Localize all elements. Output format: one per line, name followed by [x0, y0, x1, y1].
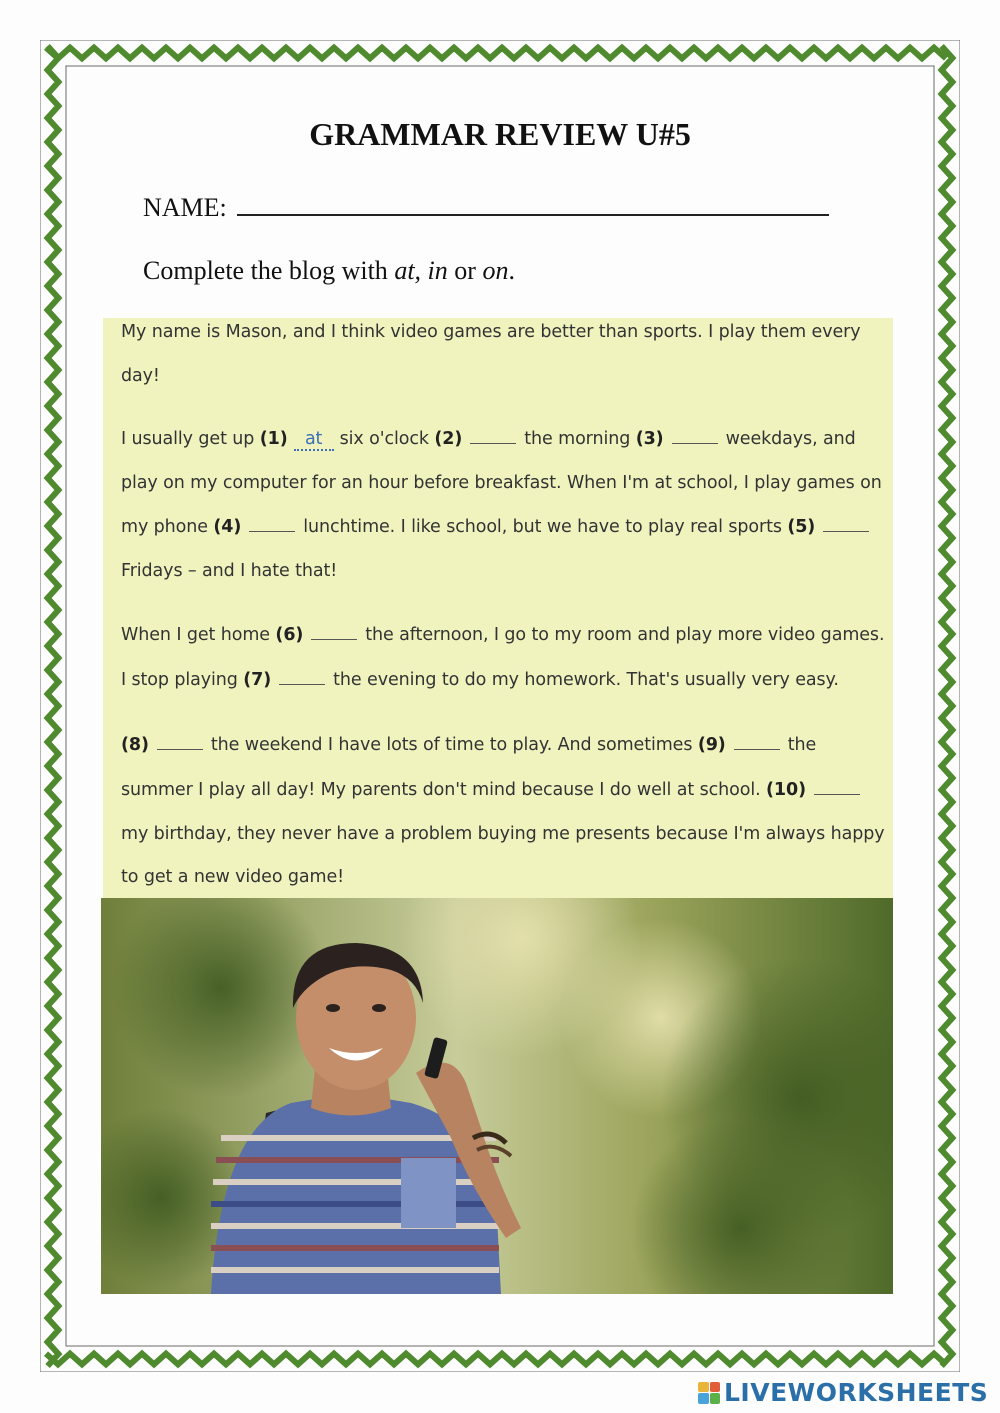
instruction-period: . — [508, 256, 515, 285]
blog-text: the morning — [524, 429, 636, 449]
blog-line-6: Fridays – and I hate that! — [121, 561, 338, 581]
answer-field-7[interactable] — [279, 670, 325, 685]
blog-line-5 — [121, 517, 877, 537]
blog-text: lunchtime. I like school, but we have to play real sports — [303, 517, 788, 537]
blank-number-9: (9) — [697, 735, 726, 755]
blog-line-11: my birthday, they never have a problem buying me presents because I'm always happy — [121, 824, 885, 844]
blog-text: the weekend I have lots of time to play. And sometimes — [210, 735, 698, 755]
blog-line-10 — [121, 780, 868, 800]
blog-text-box — [103, 318, 893, 898]
blog-line-8 — [121, 670, 839, 690]
blog-text: I usually get up — [121, 429, 260, 449]
worksheet-title: GRAMMAR REVIEW U#5 — [309, 116, 691, 152]
blog-text: the — [787, 735, 817, 755]
zigzag-bottom — [46, 1354, 946, 1365]
logo-text: LIVEWORKSHEETS — [724, 1378, 989, 1407]
answer-field-5[interactable] — [823, 517, 869, 532]
zigzag-right — [942, 46, 953, 1366]
instruction-option-in: in — [427, 256, 448, 285]
blog-text: summer I play all day! My parents don't mind because I do well at school. — [121, 780, 767, 800]
blank-number-1: (1) — [259, 429, 288, 449]
blank-number-5: (5) — [787, 517, 816, 537]
blank-number-7: (7) — [243, 670, 272, 690]
instruction-option-on: on — [482, 256, 509, 285]
answer-field-10[interactable] — [814, 780, 860, 795]
zigzag-left — [48, 46, 59, 1366]
answer-field-1[interactable]: at — [294, 429, 334, 451]
blog-line-12: to get a new video game! — [121, 867, 345, 887]
blog-text: weekdays, and — [725, 429, 856, 449]
blog-line-1: My name is Mason, and I think video games are better than sports. I play them every — [121, 322, 861, 342]
name-label: NAME: — [143, 193, 227, 222]
instruction-option-at: at, — [394, 256, 422, 285]
blog-line-4: play on my computer for an hour before breakfast. When I'm at school, I play games on — [121, 473, 882, 493]
answer-field-3[interactable] — [672, 429, 718, 444]
blog-line-7 — [121, 625, 884, 645]
instruction — [143, 256, 515, 286]
name-input-line[interactable] — [237, 188, 829, 216]
answer-field-9[interactable] — [734, 735, 780, 750]
blog-text: the afternoon, I go to my room and play more video games. — [365, 625, 885, 645]
blog-text: my phone — [121, 517, 214, 537]
name-row — [143, 188, 829, 223]
zigzag-top — [46, 48, 946, 59]
blank-number-2: (2) — [434, 429, 463, 449]
blank-number-3: (3) — [635, 429, 664, 449]
blank-number-6: (6) — [275, 625, 304, 645]
blank-number-4: (4) — [213, 517, 242, 537]
blank-number-10: (10) — [766, 780, 806, 800]
blog-line-3 — [121, 429, 856, 451]
blank-number-8: (8) — [121, 735, 149, 755]
answer-field-6[interactable] — [311, 625, 357, 640]
blog-text: I stop playing — [121, 670, 244, 690]
answer-field-4[interactable] — [249, 517, 295, 532]
blog-line-2: day! — [121, 366, 160, 386]
answer-field-8[interactable] — [157, 735, 203, 750]
instruction-or: or — [447, 256, 483, 285]
boy-on-phone-photo — [101, 898, 893, 1294]
liveworksheets-logo-icon — [698, 1382, 720, 1404]
answer-field-2[interactable] — [470, 429, 516, 444]
liveworksheets-logo — [698, 1378, 988, 1407]
blog-text: the evening to do my homework. That's usually very easy. — [333, 670, 839, 690]
blog-line-9 — [121, 735, 816, 755]
instruction-text: Complete the blog with — [143, 256, 395, 285]
blog-text: six o'clock — [339, 429, 435, 449]
blog-text: When I get home — [121, 625, 276, 645]
